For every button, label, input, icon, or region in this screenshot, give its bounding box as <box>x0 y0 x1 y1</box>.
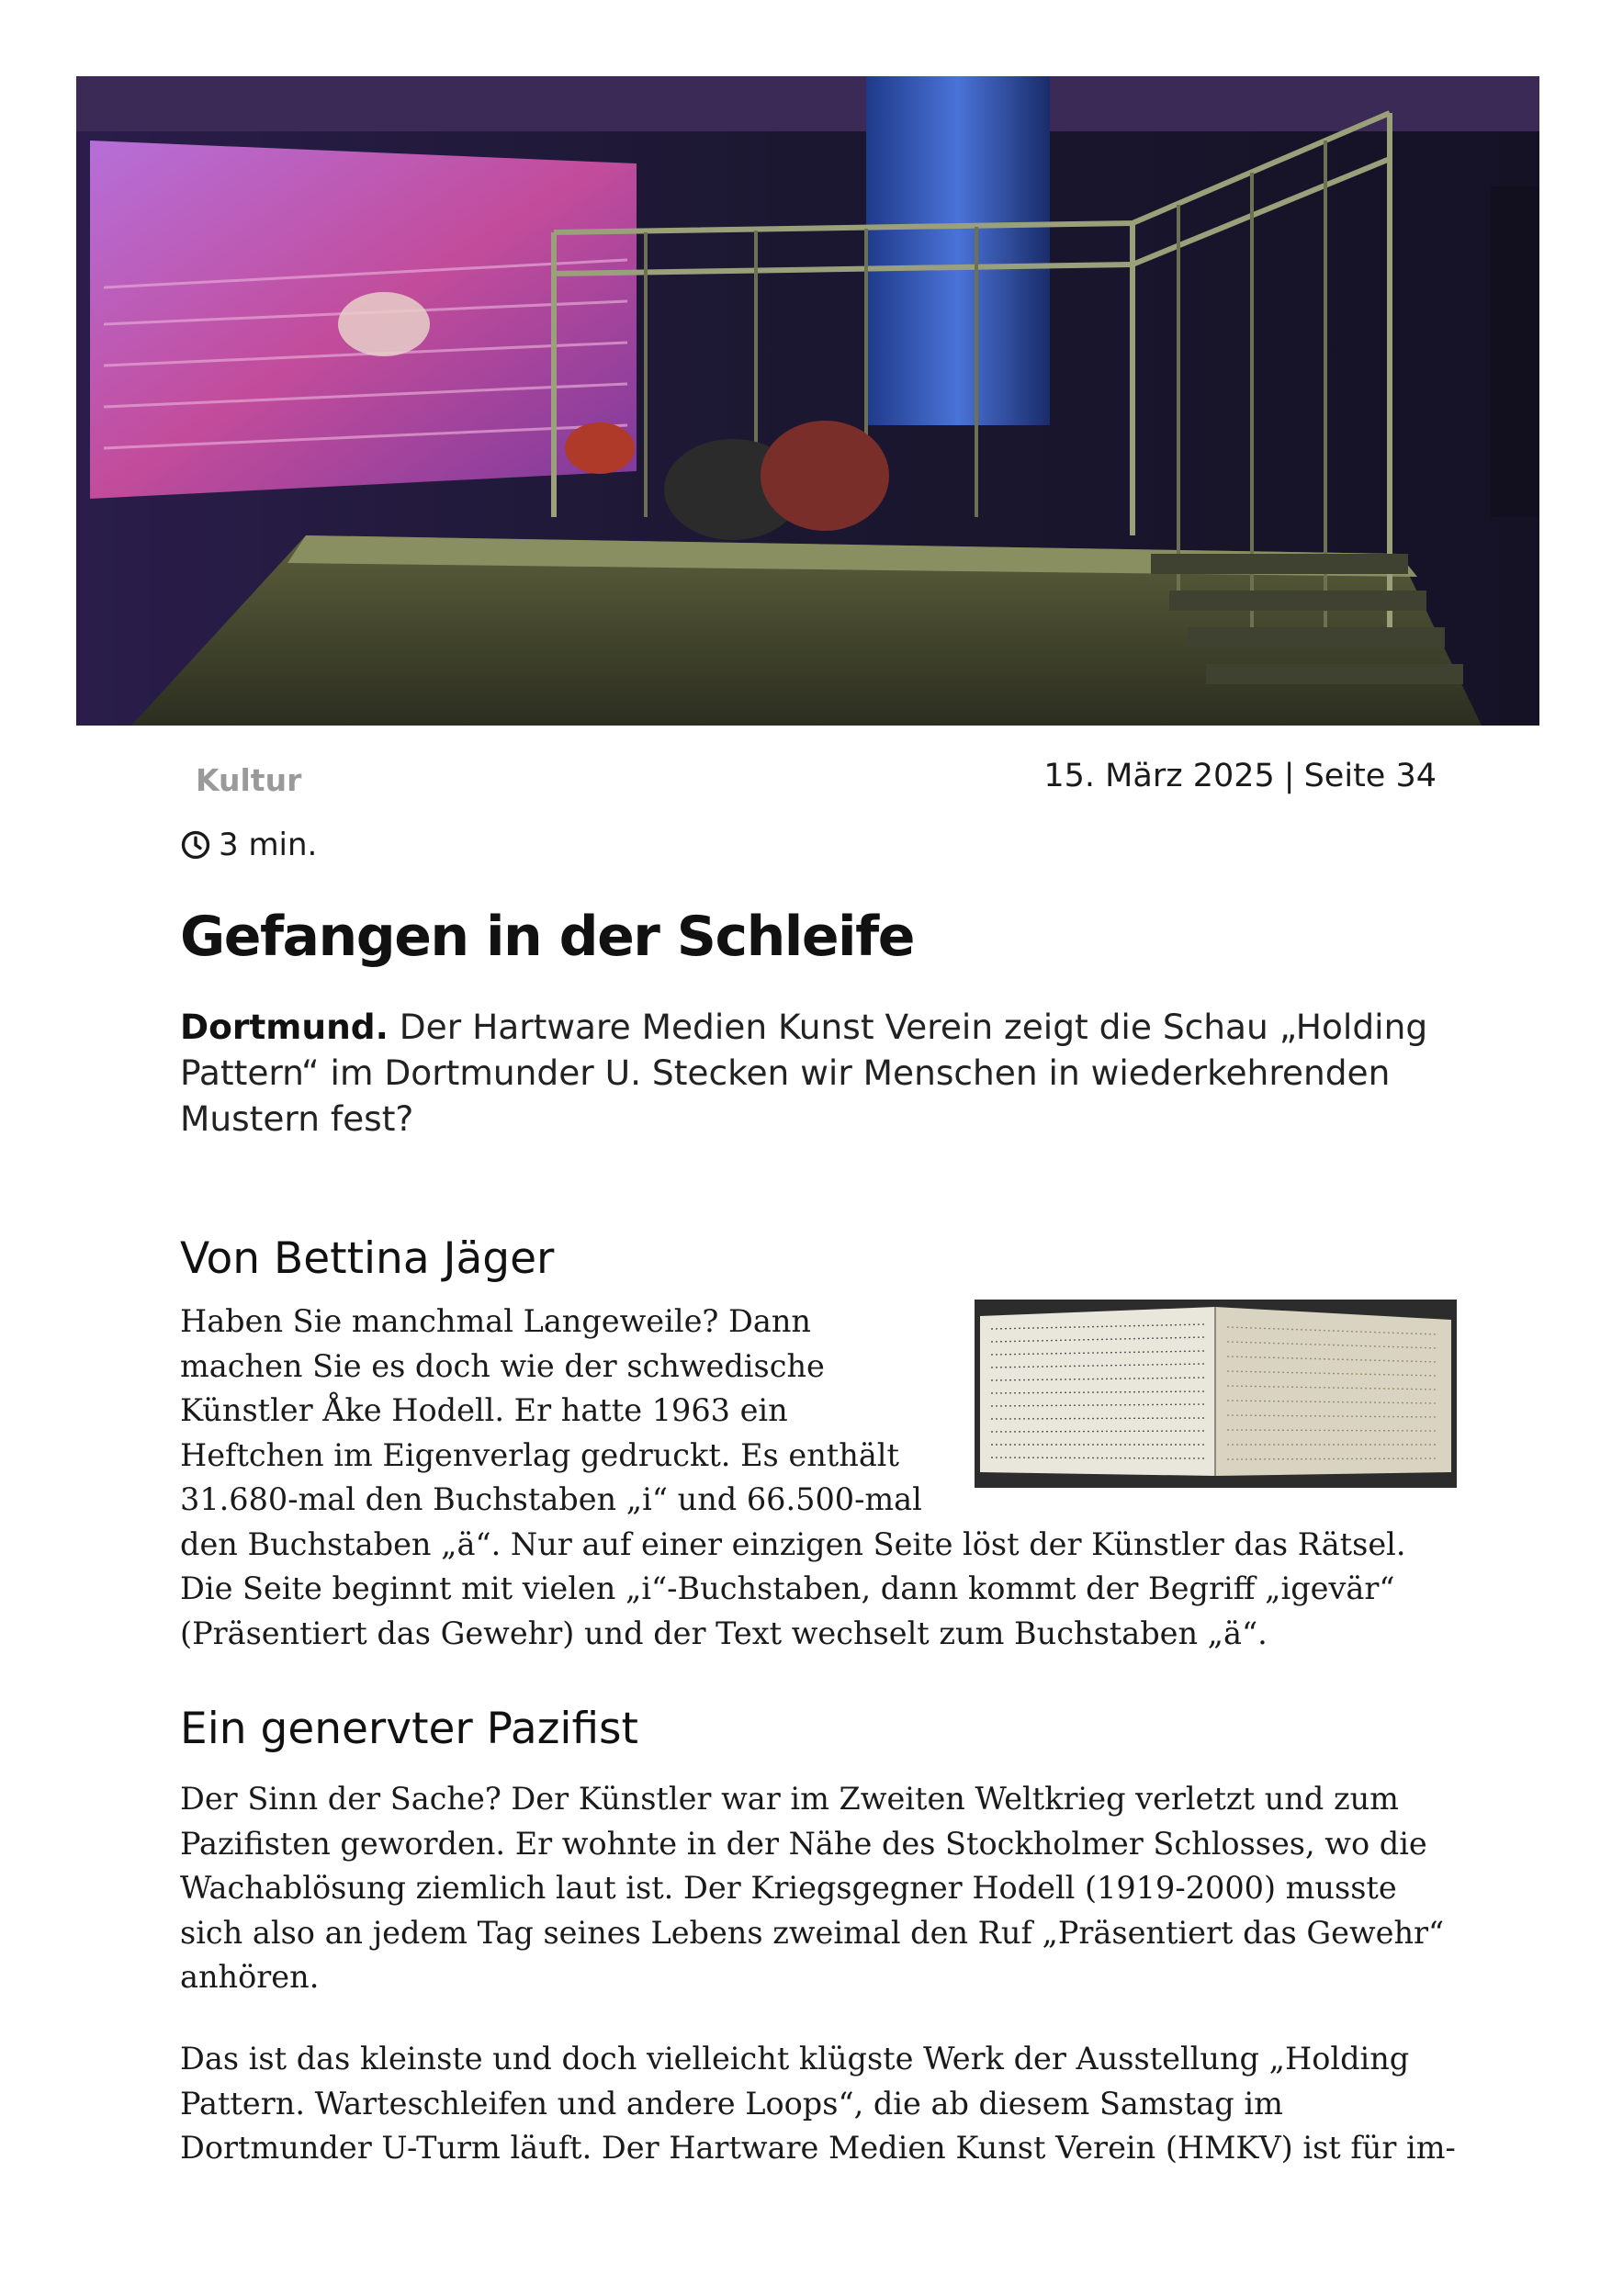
body-paragraph-1 <box>180 1300 1457 1656</box>
lead-paragraph <box>180 1004 1457 1142</box>
headline: Gefangen in der Schleife <box>180 905 914 969</box>
publication-date: 15. März 2025 <box>1043 758 1275 794</box>
section-label[interactable]: Kultur <box>196 762 302 798</box>
dateline-place: Dortmund. <box>180 1007 389 1047</box>
dateline <box>1043 758 1437 794</box>
booklet-image <box>975 1300 1457 1488</box>
read-time-label: 3 min. <box>219 827 318 863</box>
lead-text: Der Hartware Medien Kunst Verein zeigt die Schau „Holding Pattern“ im Dortmunder U. Stecken wir Menschen in wiederkehrenden Mustern fest? <box>180 1007 1428 1139</box>
byline: Von Bettina Jäger <box>180 1233 555 1284</box>
booklet-photo <box>975 1300 1457 1488</box>
body-paragraph-2: Der Sinn der Sache? Der Künstler war im Zweiten Weltkrieg verletzt und zum Pazifisten geworden. Er wohnte in der Nähe des Stockholmer Schlosses, wo die Wachablösung ziemlich laut ist. Der Kriegsgegner Hodell (1919-2000) musste sich also an jedem Tag seines Lebens zweimal den Ruf „Präsentiert das Gewehr“ anhören. <box>180 1781 1445 1995</box>
body-paragraph-3: Das ist das kleinste und doch vielleicht klügste Werk der Ausstellung „Holding Pattern. Warteschleifen und andere Loops“, die ab diesem Samstag im Dortmunder U-Turm läuft. Der Hartware Medien Kunst Verein (HMKV) ist für im- <box>180 2041 1456 2166</box>
dateline-separator: | <box>1283 758 1295 794</box>
body-paragraph-1-text: Haben Sie manchmal Langeweile? Dann machen Sie es doch wie der schwedische Künstler Åke Hodell. Er hatte 1963 ein Heftchen im Eigenverlag gedruckt. Es enthält 31.680-mal den Buchstaben „i“ und 66.500-mal den Buchstaben „ä“. Nur auf einer einzigen Seite löst der Künstler das Rätsel. Die Seite beginnt mit vielen „i“-Buchstaben, dann kommt der Begriff „igevär“ (Präsentiert das Gewehr) und der Text wechselt zum Buchstaben „ä“. <box>180 1303 1406 1651</box>
page-number: Seite 34 <box>1303 758 1437 794</box>
exhibition-photo <box>76 76 1539 726</box>
hero-photo <box>76 76 1539 726</box>
read-time <box>180 827 317 863</box>
clock-icon <box>180 829 211 861</box>
subheading: Ein genervter Pazifist <box>180 1704 638 1754</box>
